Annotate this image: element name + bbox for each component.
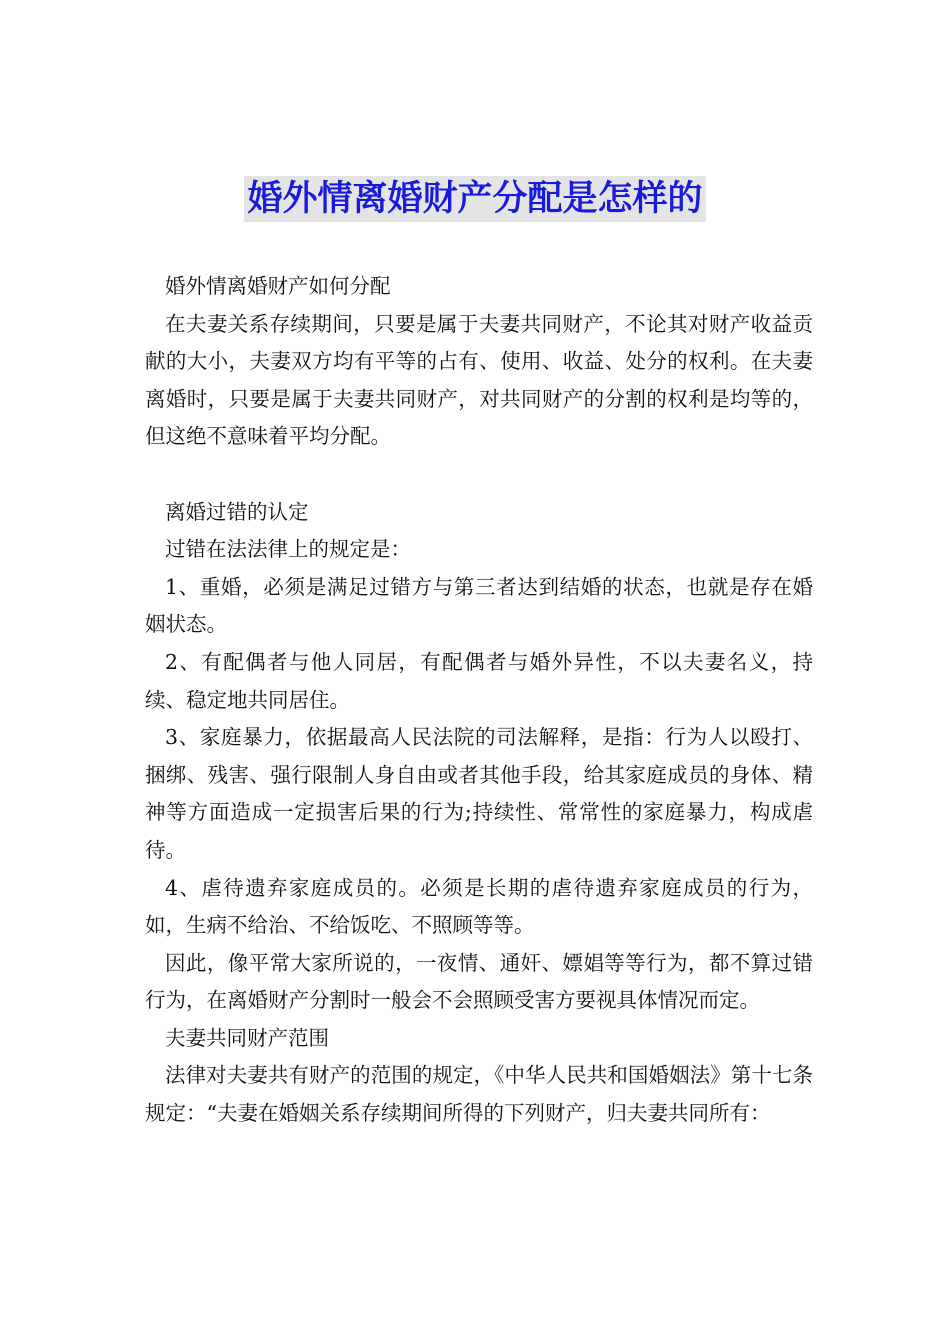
section-heading-fault-determination: 离婚过错的认定 (165, 499, 309, 524)
paragraph-fault-definition-intro: 过错在法法律上的规定是： (165, 537, 411, 562)
section-heading-property-division: 婚外情离婚财产如何分配 (165, 274, 391, 298)
blank-line (145, 456, 813, 494)
list-item-bigamy: 1、重婚，必须是满足过错方与第三者达到结婚的状态，也就是存在婚姻状态。 (145, 574, 813, 637)
paragraph-conclusion: 因此，像平常大家所说的，一夜情、通奸、嫖娼等等行为，都不算过错行为，在离婚财产分割时一般会不会照顾受害方要视具体情况而定。 (145, 950, 813, 1013)
section-heading-joint-property-scope: 夫妻共同财产范围 (165, 1025, 329, 1050)
list-item-cohabitation: 2、有配偶者与他人同居，有配偶者与婚外异性，不以夫妻名义，持续、稳定地共同居住。 (145, 649, 813, 712)
document-title: 婚外情离婚财产分配是怎样的 (244, 176, 705, 222)
list-item-domestic-violence: 3、家庭暴力，依据最高人民法院的司法解释，是指：行为人以殴打、捆绑、残害、强行限制人身自由或者其他手段，给其家庭成员的身体、精神等方面造成一定损害后果的行为;持续性、常常性的家庭暴力，构成虐待。 (145, 725, 813, 862)
paragraph-marriage-law-article-17: 法律对夫妻共有财产的范围的规定，《中华人民共和国婚姻法》第十七条规定：“夫妻在婚姻关系存续期间所得的下列财产，归夫妻共同所有： (145, 1063, 813, 1126)
title-wrap (0, 176, 950, 222)
list-item-abuse-abandonment: 4、虐待遗弃家庭成员的。必须是长期的虐待遗弃家庭成员的行为，如，生病不给治、不给饭吃、不照顾等等。 (145, 875, 813, 938)
paragraph-equal-rights: 在夫妻关系存续期间，只要是属于夫妻共同财产，不论其对财产收益贡献的大小，夫妻双方均有平等的占有、使用、收益、处分的权利。在夫妻离婚时，只要是属于夫妻共同财产，对共同财产的分割的权利是均等的，但这绝不意味着平均分配。 (145, 311, 813, 449)
document-body (145, 268, 813, 1133)
